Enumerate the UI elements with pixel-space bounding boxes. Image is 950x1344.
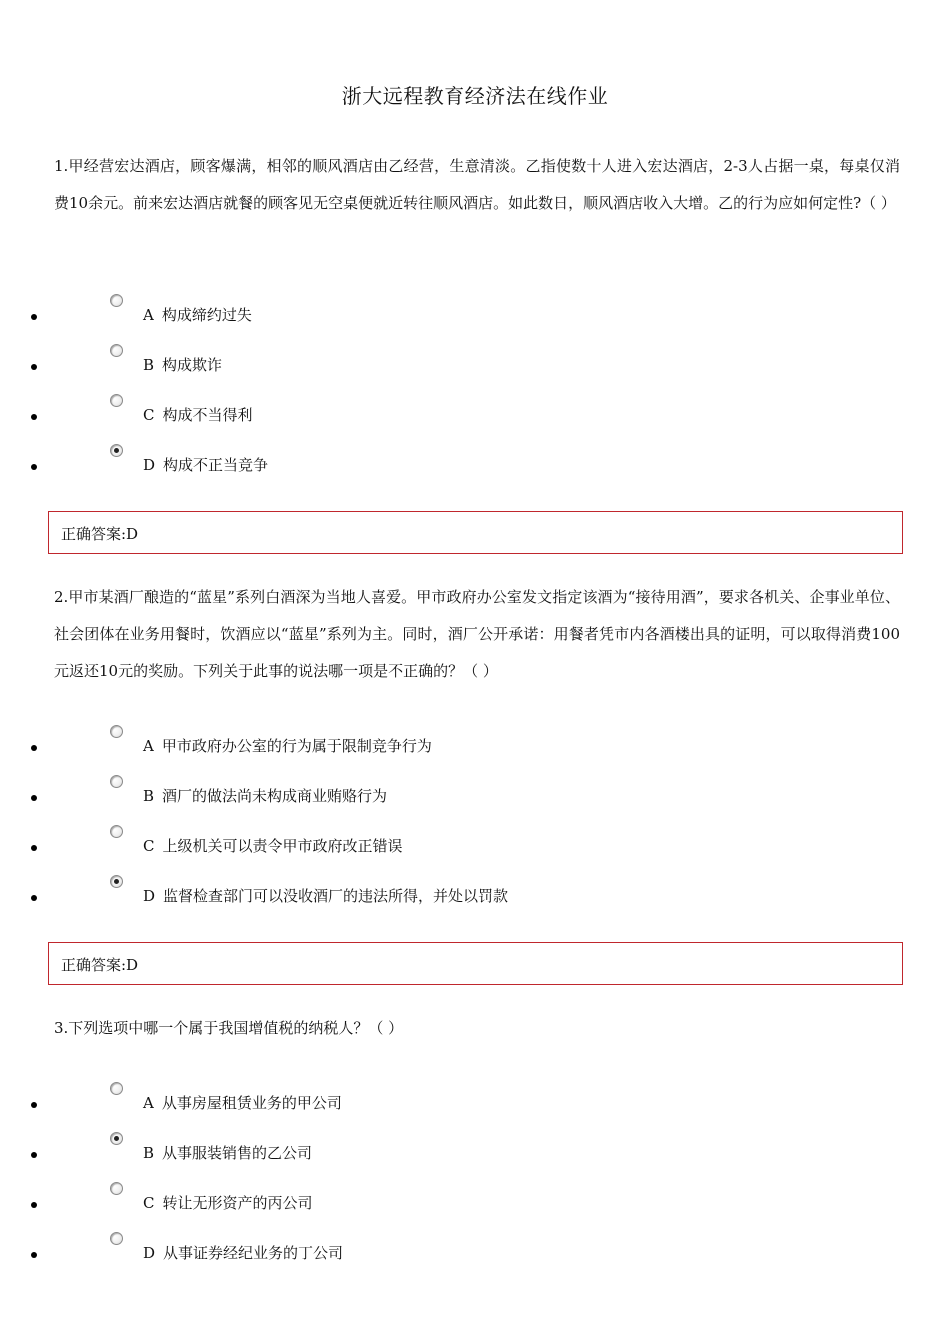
radio-button-icon[interactable] — [110, 725, 123, 738]
option-label: 从事房屋租赁业务的甲公司 — [161, 1094, 342, 1112]
bullet-icon — [31, 1202, 37, 1208]
option-label: 上级机关可以责令甲市政府改正错误 — [162, 837, 403, 855]
option-letter: B — [143, 356, 155, 374]
option-label: 构成不当得利 — [162, 406, 253, 424]
radio-button-icon[interactable] — [110, 394, 123, 407]
question-2-option-d[interactable] — [0, 875, 950, 915]
radio-button-icon[interactable] — [110, 344, 123, 357]
question-2-option-a[interactable] — [0, 725, 950, 765]
radio-button-icon[interactable] — [110, 1182, 123, 1195]
question-1-text: 1.甲经营宏达酒店，顾客爆满，相邻的顺风酒店由乙经营，生意清淡。乙指使数十人进入宏达酒店，2-3人占据一桌，每桌仅消费10余元。前来宏达酒店就餐的顾客见无空桌便就近转往顺风酒店。如此数日，顺风酒店收入大增。乙的行为应如何定性?（ ） — [54, 157, 900, 212]
radio-button-icon[interactable] — [110, 1082, 123, 1095]
option-label: 构成不正当竞争 — [163, 456, 269, 474]
bullet-icon — [31, 745, 37, 751]
question-2-option-b[interactable] — [0, 775, 950, 815]
question-1-option-c[interactable] — [0, 394, 950, 434]
page-title: 浙大远程教育经济法在线作业 — [341, 84, 609, 108]
question-3-option-d[interactable] — [0, 1232, 950, 1272]
correct-answer-text: 正确答案:D — [61, 525, 139, 543]
bullet-icon — [31, 1252, 37, 1258]
radio-button-selected-icon[interactable] — [110, 444, 123, 457]
option-label: 甲市政府办公室的行为属于限制竞争行为 — [161, 737, 432, 755]
option-label: 酒厂的做法尚未构成商业贿赂行为 — [162, 787, 388, 805]
question-3-option-c[interactable] — [0, 1182, 950, 1222]
radio-button-icon[interactable] — [110, 1232, 123, 1245]
question-3-option-b[interactable] — [0, 1132, 950, 1172]
bullet-icon — [31, 314, 37, 320]
radio-button-icon[interactable] — [110, 825, 123, 838]
bullet-icon — [31, 895, 37, 901]
correct-answer-box — [48, 942, 903, 985]
radio-button-selected-icon[interactable] — [110, 875, 123, 888]
bullet-icon — [31, 795, 37, 801]
question-3-option-a[interactable] — [0, 1082, 950, 1122]
bullet-icon — [31, 364, 37, 370]
option-letter: A — [143, 306, 154, 324]
correct-answer-box — [48, 511, 903, 554]
question-2-text: 2.甲市某酒厂酿造的“蓝星”系列白酒深为当地人喜爱。甲市政府办公室发文指定该酒为“接待用酒”，要求各机关、企事业单位、社会团体在业务用餐时，饮酒应以“蓝星”系列为主。同时，酒厂公开承诺：用餐者凭市内各酒楼出具的证明，可以取得消费100元返还10元的奖励。下列关于此事的说法哪一项是不正确的？（ ） — [54, 588, 900, 680]
option-letter: D — [143, 456, 156, 474]
question-1-option-a[interactable] — [0, 294, 950, 334]
bullet-icon — [31, 414, 37, 420]
bullet-icon — [31, 1102, 37, 1108]
bullet-icon — [31, 845, 37, 851]
correct-answer-text: 正确答案:D — [61, 956, 139, 974]
bullet-icon — [31, 464, 37, 470]
option-label: 构成缔约过失 — [161, 306, 252, 324]
option-letter: D — [143, 1244, 156, 1262]
option-label: 监督检查部门可以没收酒厂的违法所得，并处以罚款 — [163, 887, 509, 905]
option-letter: C — [143, 406, 155, 424]
option-label: 转让无形资产的丙公司 — [162, 1194, 313, 1212]
option-letter: A — [143, 737, 154, 755]
option-letter: D — [143, 887, 156, 905]
radio-button-icon[interactable] — [110, 775, 123, 788]
option-letter: C — [143, 837, 155, 855]
option-label: 从事服装销售的乙公司 — [162, 1144, 313, 1162]
question-2-option-c[interactable] — [0, 825, 950, 865]
question-1-option-d[interactable] — [0, 444, 950, 484]
option-letter: B — [143, 787, 155, 805]
option-letter: C — [143, 1194, 155, 1212]
radio-button-selected-icon[interactable] — [110, 1132, 123, 1145]
option-label: 从事证券经纪业务的丁公司 — [163, 1244, 344, 1262]
option-letter: B — [143, 1144, 155, 1162]
question-1-option-b[interactable] — [0, 344, 950, 384]
option-label: 构成欺诈 — [162, 356, 223, 374]
option-letter: A — [143, 1094, 154, 1112]
bullet-icon — [31, 1152, 37, 1158]
radio-button-icon[interactable] — [110, 294, 123, 307]
question-3-text: 3.下列选项中哪一个属于我国增值税的纳税人？（ ） — [54, 1019, 404, 1037]
